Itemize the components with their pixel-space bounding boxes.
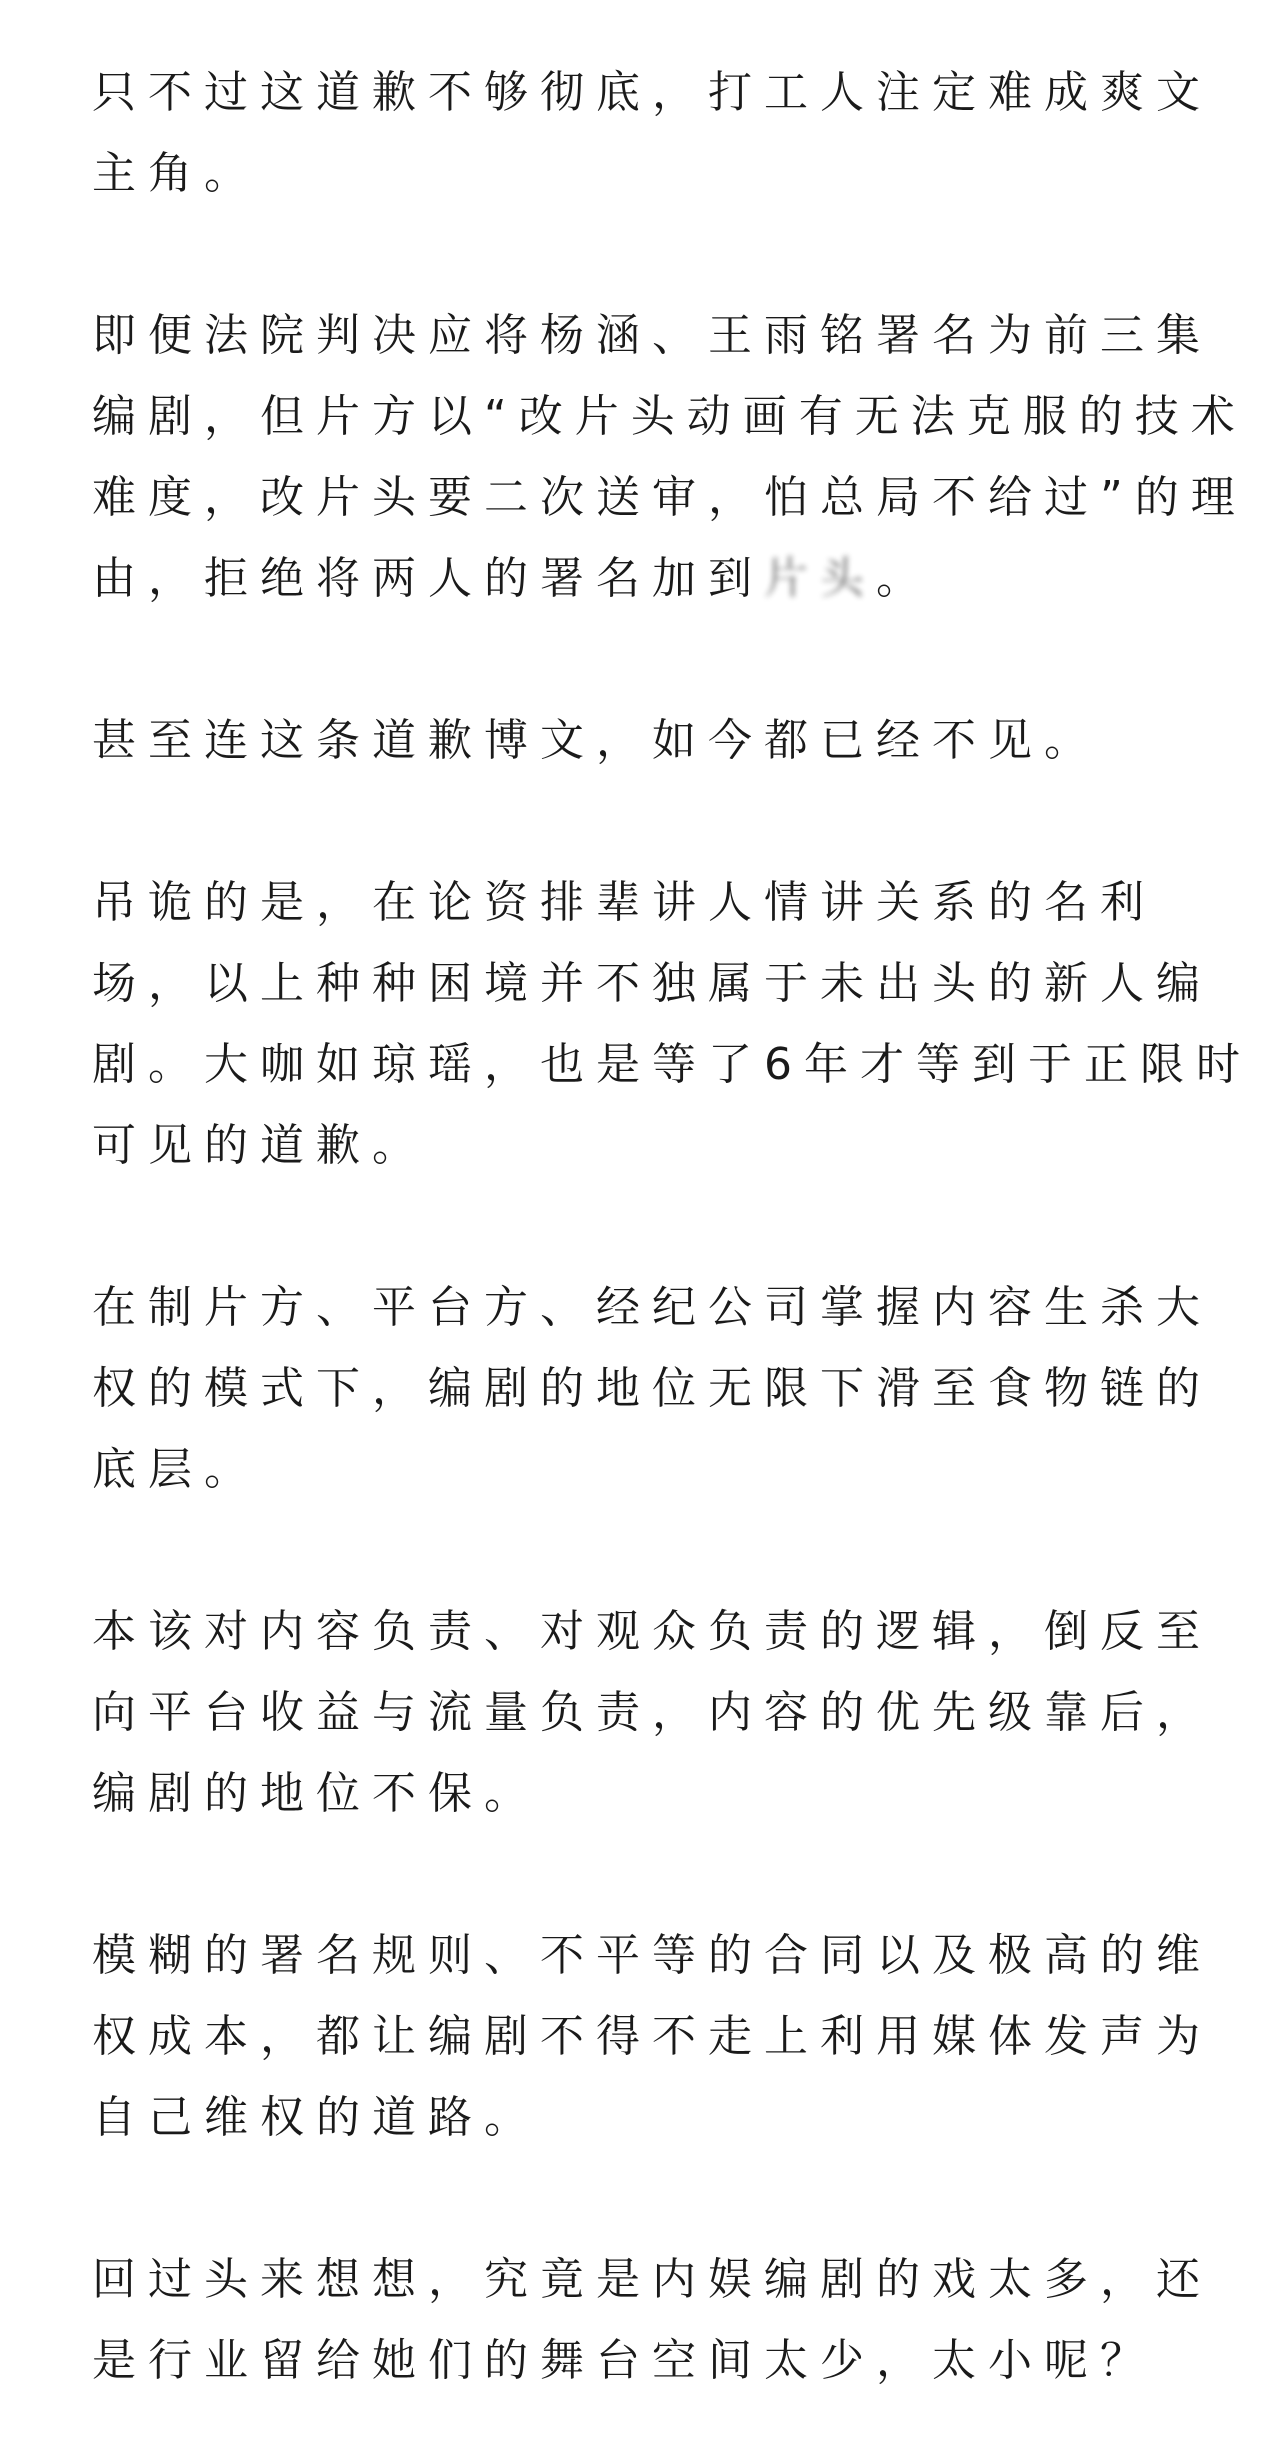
text-line: 是行业留给她们的舞台空间太少，太小呢？ — [92, 2335, 1156, 2386]
text-fragment: 。 — [876, 553, 932, 604]
text-line-with-blur — [92, 538, 1192, 619]
text-line: 模糊的署名规则、不平等的合同以及极高的维 — [92, 1930, 1212, 1981]
text-line: 底层。 — [92, 1444, 260, 1495]
blurred-text: 片头 — [764, 553, 876, 604]
text-line: 自己维权的道路。 — [92, 2092, 540, 2143]
paragraph — [92, 52, 1212, 214]
article-body — [92, 52, 1252, 2401]
text-line: 本该对内容负责、对观众负责的逻辑，倒反至 — [92, 1606, 1212, 1657]
text-fragment: 由，拒绝将两人的署名加到 — [92, 553, 764, 604]
text-line: 编剧的地位不保。 — [92, 1768, 540, 1819]
text-line: 难度，改片头要二次送审，怕总局不给过”的理 — [92, 472, 1247, 523]
paragraph — [92, 2239, 1212, 2401]
text-line: 即便法院判决应将杨涵、王雨铭署名为前三集 — [92, 310, 1212, 361]
text-line: 剧。大咖如琼瑶，也是等了6年才等到于正限时 — [92, 1039, 1252, 1090]
text-line: 向平台收益与流量负责，内容的优先级靠后， — [92, 1687, 1212, 1738]
text-line: 场，以上种种困境并不独属于未出头的新人编 — [92, 958, 1212, 1009]
paragraph — [92, 700, 1192, 781]
text-line: 只不过这道歉不够彻底，打工人注定难成爽文 — [92, 67, 1212, 118]
paragraph — [92, 1267, 1212, 1510]
text-line: 甚至连这条道歉博文，如今都已经不见。 — [92, 715, 1100, 766]
text-line: 编剧，但片方以“改片头动画有无法克服的技术 — [92, 391, 1247, 442]
text-line: 权的模式下，编剧的地位无限下滑至食物链的 — [92, 1363, 1212, 1414]
text-line: 在制片方、平台方、经纪公司掌握内容生杀大 — [92, 1282, 1212, 1333]
text-line: 回过头来想想，究竟是内娱编剧的戏太多，还 — [92, 2254, 1212, 2305]
paragraph — [92, 1591, 1212, 1834]
text-line: 吊诡的是，在论资排辈讲人情讲关系的名利 — [92, 877, 1156, 928]
text-line: 可见的道歉。 — [92, 1120, 428, 1171]
text-line: 权成本，都让编剧不得不走上利用媒体发声为 — [92, 2011, 1212, 2062]
text-line: 主角。 — [92, 148, 260, 199]
paragraph — [92, 295, 1247, 619]
paragraph — [92, 1915, 1212, 2158]
paragraph — [92, 862, 1252, 1186]
